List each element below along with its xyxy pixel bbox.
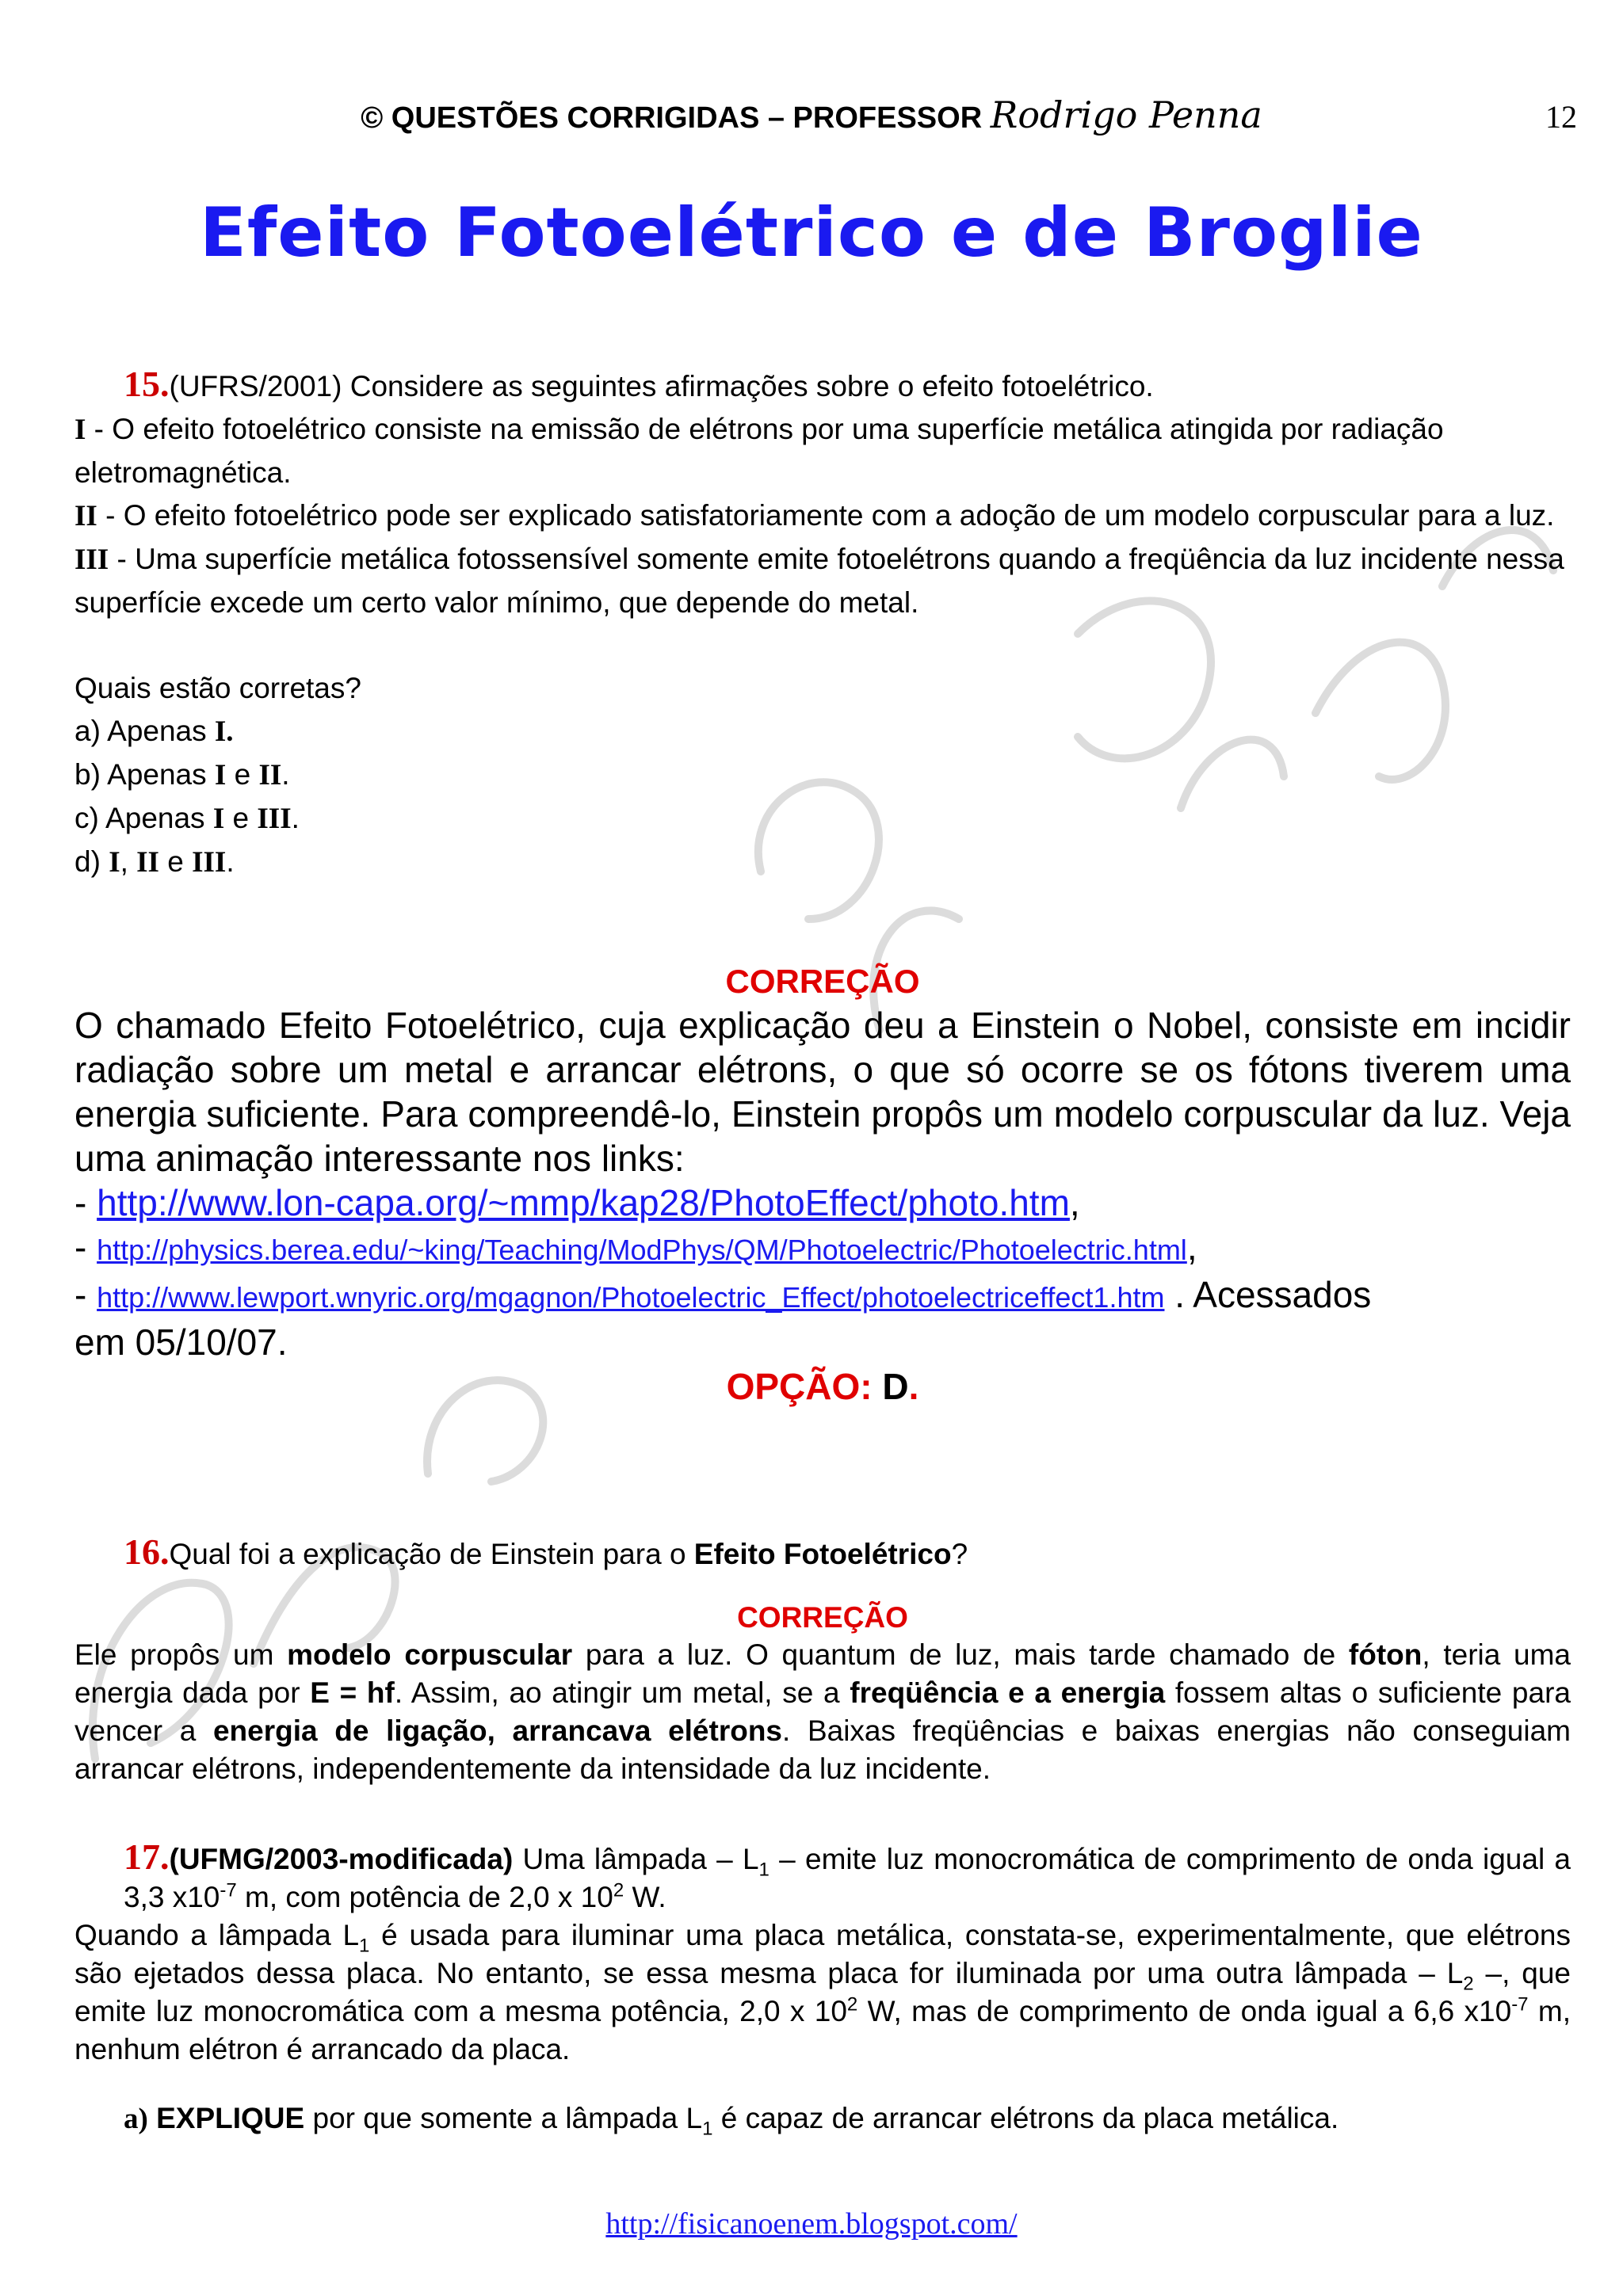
- statement-I: I - O efeito fotoelétrico consiste na emissão de elétrons por uma superfície metálica atingida por radiação eletromagnética.: [74, 413, 1444, 489]
- question-16-answer: Ele propôs um modelo corpuscular para a luz. O quantum de luz, mais tarde chamado de fóton, teria uma energia dada por E = hf. Assim, ao atingir um metal, se a freqüência e a energia fossem altas o suficiente para vencer a energia de ligação, arrancava elétrons. Baixas freqüências e baixas energias não conseguiam arrancar elétrons, independentemente da intensidade da luz incidente.: [74, 1638, 1571, 1785]
- link-3[interactable]: http://www.lewport.wnyric.org/mgagnon/Photoelectric_Effect/photoelectriceffect1.htm: [97, 1281, 1165, 1314]
- header-signature: Rodrigo Penna: [990, 93, 1262, 136]
- question-15: [74, 363, 1571, 884]
- question-16: [74, 1531, 1571, 1788]
- page-title: Efeito Fotoelétrico e de Broglie: [200, 193, 1423, 273]
- correction-text: O chamado Efeito Fotoelétrico, cuja explicação deu a Einstein o Nobel, consiste em incidir radiação sobre um metal e arrancar elétrons, o que só ocorre se os fótons tiverem uma energia suficiente. Para compreendê-lo, Einstein propôs um modelo corpuscular da luz. Veja uma animação interessante nos links:: [74, 1005, 1571, 1179]
- correction-title: CORREÇÃO: [725, 963, 920, 1000]
- question-17-body: Quando a lâmpada $L_1$ é usada para iluminar uma placa metálica, constata-se, experimentalmente, que elétrons são ejetados dessa placa. No entanto, se essa mesma placa for iluminada por uma outra lâmpada – $L_2$ –, que emite luz monocromática com a mesma potência, 2,0 x $10^2$ W, mas de comprimento de onda igual a 6,6 $x10^{-7}$ m, nenhum elétron é arrancado da placa.: [74, 1919, 1571, 2065]
- page-number: 12: [1545, 99, 1577, 135]
- page-footer: [0, 2206, 1623, 2241]
- link-line-3: - http://www.lewport.wnyric.org/mgagnon/Photoelectric_Effect/photoelectriceffect1.htm . Acessados: [74, 1274, 1372, 1315]
- option-b: b) Apenas I e II.: [74, 758, 290, 791]
- question-16-heading: 16.Qual foi a explicação de Einstein para o Efeito Fotoelétrico?: [124, 1531, 968, 1572]
- option-c: c) Apenas I e III.: [74, 802, 300, 835]
- question-15-correction: [74, 960, 1571, 1409]
- link-2[interactable]: http://physics.berea.edu/~king/Teaching/ModPhys/QM/Photoelectric/Photoelectric.html: [97, 1234, 1187, 1266]
- question-number: 16.: [124, 1531, 170, 1572]
- question-15-prompt: Quais estão corretas?: [74, 672, 361, 704]
- question-17-heading: 17.(UFMG/2003-modificada) Uma lâmpada – $L_1$ – emite luz monocromática de comprimento de onda igual a 3,3 $x10^{-7}$ m, com potência de 2,0 x $10^2$ W.: [124, 1836, 1571, 1913]
- link-1[interactable]: http://www.lon-capa.org/~mmp/kap28/PhotoEffect/photo.htm: [97, 1182, 1070, 1223]
- question-number: 17.: [124, 1836, 170, 1877]
- answer-option: OPÇÃO: D.: [726, 1366, 919, 1407]
- question-17: [74, 1838, 1571, 2141]
- statement-III: III - Uma superfície metálica fotossensível somente emite fotoelétrons quando a freqüência da luz incidente nessa superfície excede um certo valor mínimo, que depende do metal.: [74, 543, 1564, 619]
- option-d: d) I, II e III.: [74, 845, 235, 879]
- option-a: a) Apenas I.: [74, 715, 234, 748]
- footer-link[interactable]: http://fisicanoenem.blogspot.com/: [605, 2207, 1018, 2241]
- page-header: [0, 93, 1623, 136]
- accessed-date: em 05/10/07.: [74, 1322, 288, 1363]
- question-number: 15.: [124, 364, 170, 404]
- link-line-2: - http://physics.berea.edu/~king/Teaching/ModPhys/QM/Photoelectric/Photoelectric.html,: [74, 1226, 1197, 1268]
- statement-II: II - O efeito fotoelétrico pode ser explicado satisfatoriamente com a adoção de um modelo corpuscular para a luz.: [74, 499, 1555, 532]
- link-line-1: - http://www.lon-capa.org/~mmp/kap28/PhotoEffect/photo.htm,: [74, 1182, 1080, 1223]
- question-15-intro: (UFRS/2001) Considere as seguintes afirmações sobre o efeito fotoelétrico.: [169, 370, 1154, 402]
- question-17-item-a: a) EXPLIQUE por que somente a lâmpada $L_1$ é capaz de arrancar elétrons da placa metálica.: [124, 2102, 1339, 2140]
- correction-title: CORREÇÃO: [737, 1601, 908, 1634]
- question-15-heading: [74, 363, 1571, 408]
- header-title: © QUESTÕES CORRIGIDAS – PROFESSOR: [361, 101, 983, 135]
